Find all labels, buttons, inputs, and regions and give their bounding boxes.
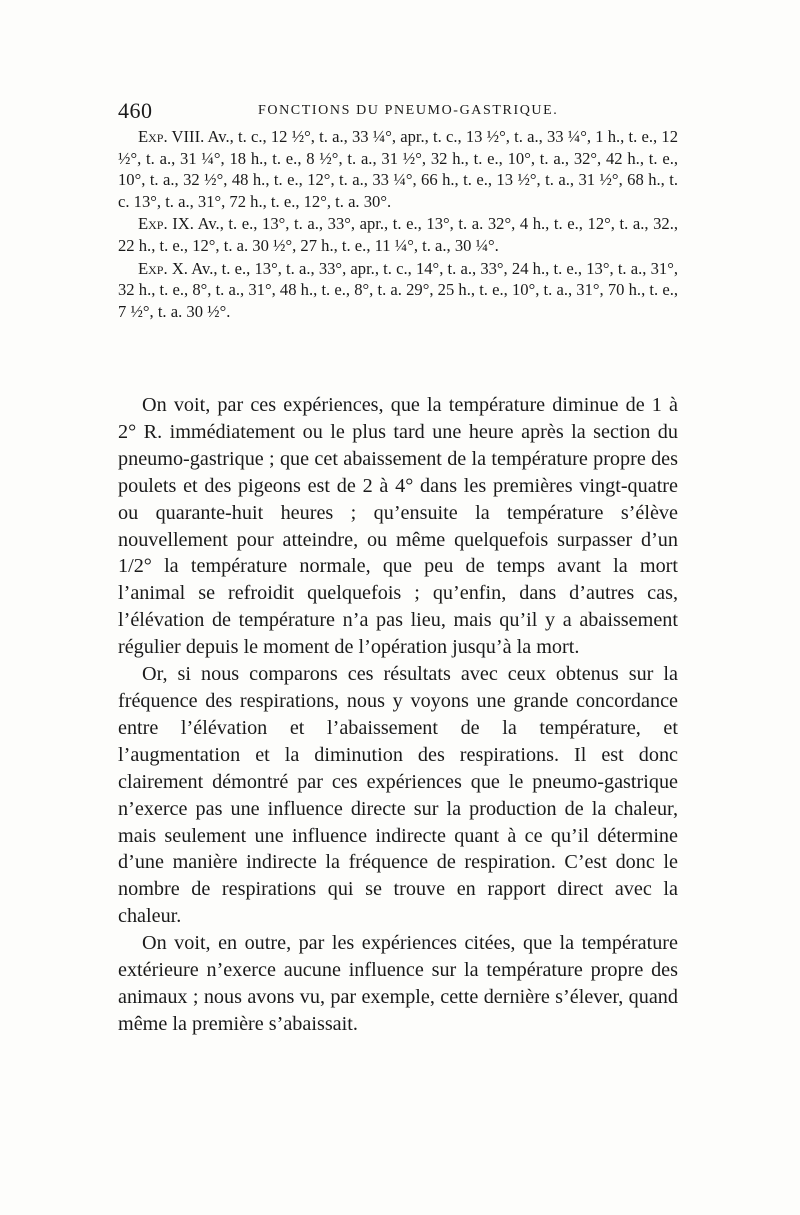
running-head (118, 98, 678, 124)
experiment-label: Exp. X. (138, 258, 188, 278)
experiment-text: Av., t. c., 12 ½°, t. a., 33 ¼°, apr., t. c., 13 ½°, t. a., 33 ¼°, 1 h., t. e., 12 ½°, t. a., 31 ¼°, 18 h., t. e., 8 ½°, t. a., 31 ½°, 32 h., t. e., 10°, t. a., 32°, 42 h., t. e., 10°, t. a., 32 ½°, 48 h., t. e., 12°, t. a., 33 ¼°, 66 h., t. e., 13 ½°, t. a., 31 ½°, 68 h., t. c. 13°, t. a., 31°, 72 h., t. e., 12°, t. a. 30°. (118, 127, 678, 211)
experiment-entry (118, 126, 678, 212)
body-paragraph: Or, si nous comparons ces résultats avec ceux obtenus sur la fréquence des respirations, nous y voyons une grande concordance entre l’élévation et l’abaissement de la température, et l’augmentation et la diminution des respirations. Il est donc clairement démontré par ces expériences que le pneumo-gastrique n’exerce pas une influence directe sur la production de la chaleur, mais seulement une influence indirecte quant à ce qu’il détermine d’une manière indirecte la fréquence de respiration. C’est donc le nombre de respirations qui se trouve en rapport direct avec la chaleur. (118, 663, 678, 928)
body-paragraph: On voit, par ces expériences, que la température diminue de 1 à 2° R. immédiatement ou le plus tard une heure après la section du pneumo-gastrique ; que cet abaissement de la température propre des poulets et des pigeons est de 2 à 4° dans les premières vingt-quatre ou quarante-huit heures ; qu’ensuite la température s’élève nouvellement pour atteindre, ou même quelquefois surpasser d’un 1/2° la température normale, que peu de temps avant la mort l’animal se refroidit quelquefois ; qu’enfin, dans d’autres cas, l’élévation de température n’a pas lieu, mais qu’il y a abaissement régulier depuis le moment de l’opération jusqu’à la mort. (118, 394, 678, 659)
experiment-entry (118, 258, 678, 323)
experiment-label: Exp. VIII. (138, 127, 205, 146)
experiment-records (118, 126, 678, 322)
running-title: FONCTIONS DU PNEUMO-GASTRIQUE. (258, 103, 559, 118)
body-text (118, 392, 678, 1038)
experiment-label: Exp. IX. (138, 214, 194, 234)
experiment-text: Av., t. e., 13°, t. a., 33°, apr., t. c., 14°, t. a., 33°, 24 h., t. e., 13°, t. a., 31°, 32 h., t. e., 8°, t. a., 31°, 48 h., t. e., 8°, t. a. 29°, 25 h., t. e., 10°, t. a., 31°, 70 h., t. e., 7 ½°, t. a. 30 ½°. (118, 258, 679, 321)
body-paragraph: On voit, en outre, par les expériences citées, que la température extérieure n’exerce aucune influence sur la température propre des animaux ; nous avons vu, par exemple, cette dernière s’élever, quand même la première s’abaissait. (118, 932, 678, 1035)
page-number: 460 (118, 98, 153, 123)
experiment-entry (118, 213, 678, 256)
experiment-text: Av., t. e., 13°, t. a., 33°, apr., t. e., 13°, t. a. 32°, 4 h., t. e., 12°, t. a., 32., 22 h., t. e., 12°, t. a. 30 ½°, 27 h., t. e., 11 ¼°, t. a., 30 ¼°. (118, 214, 679, 255)
